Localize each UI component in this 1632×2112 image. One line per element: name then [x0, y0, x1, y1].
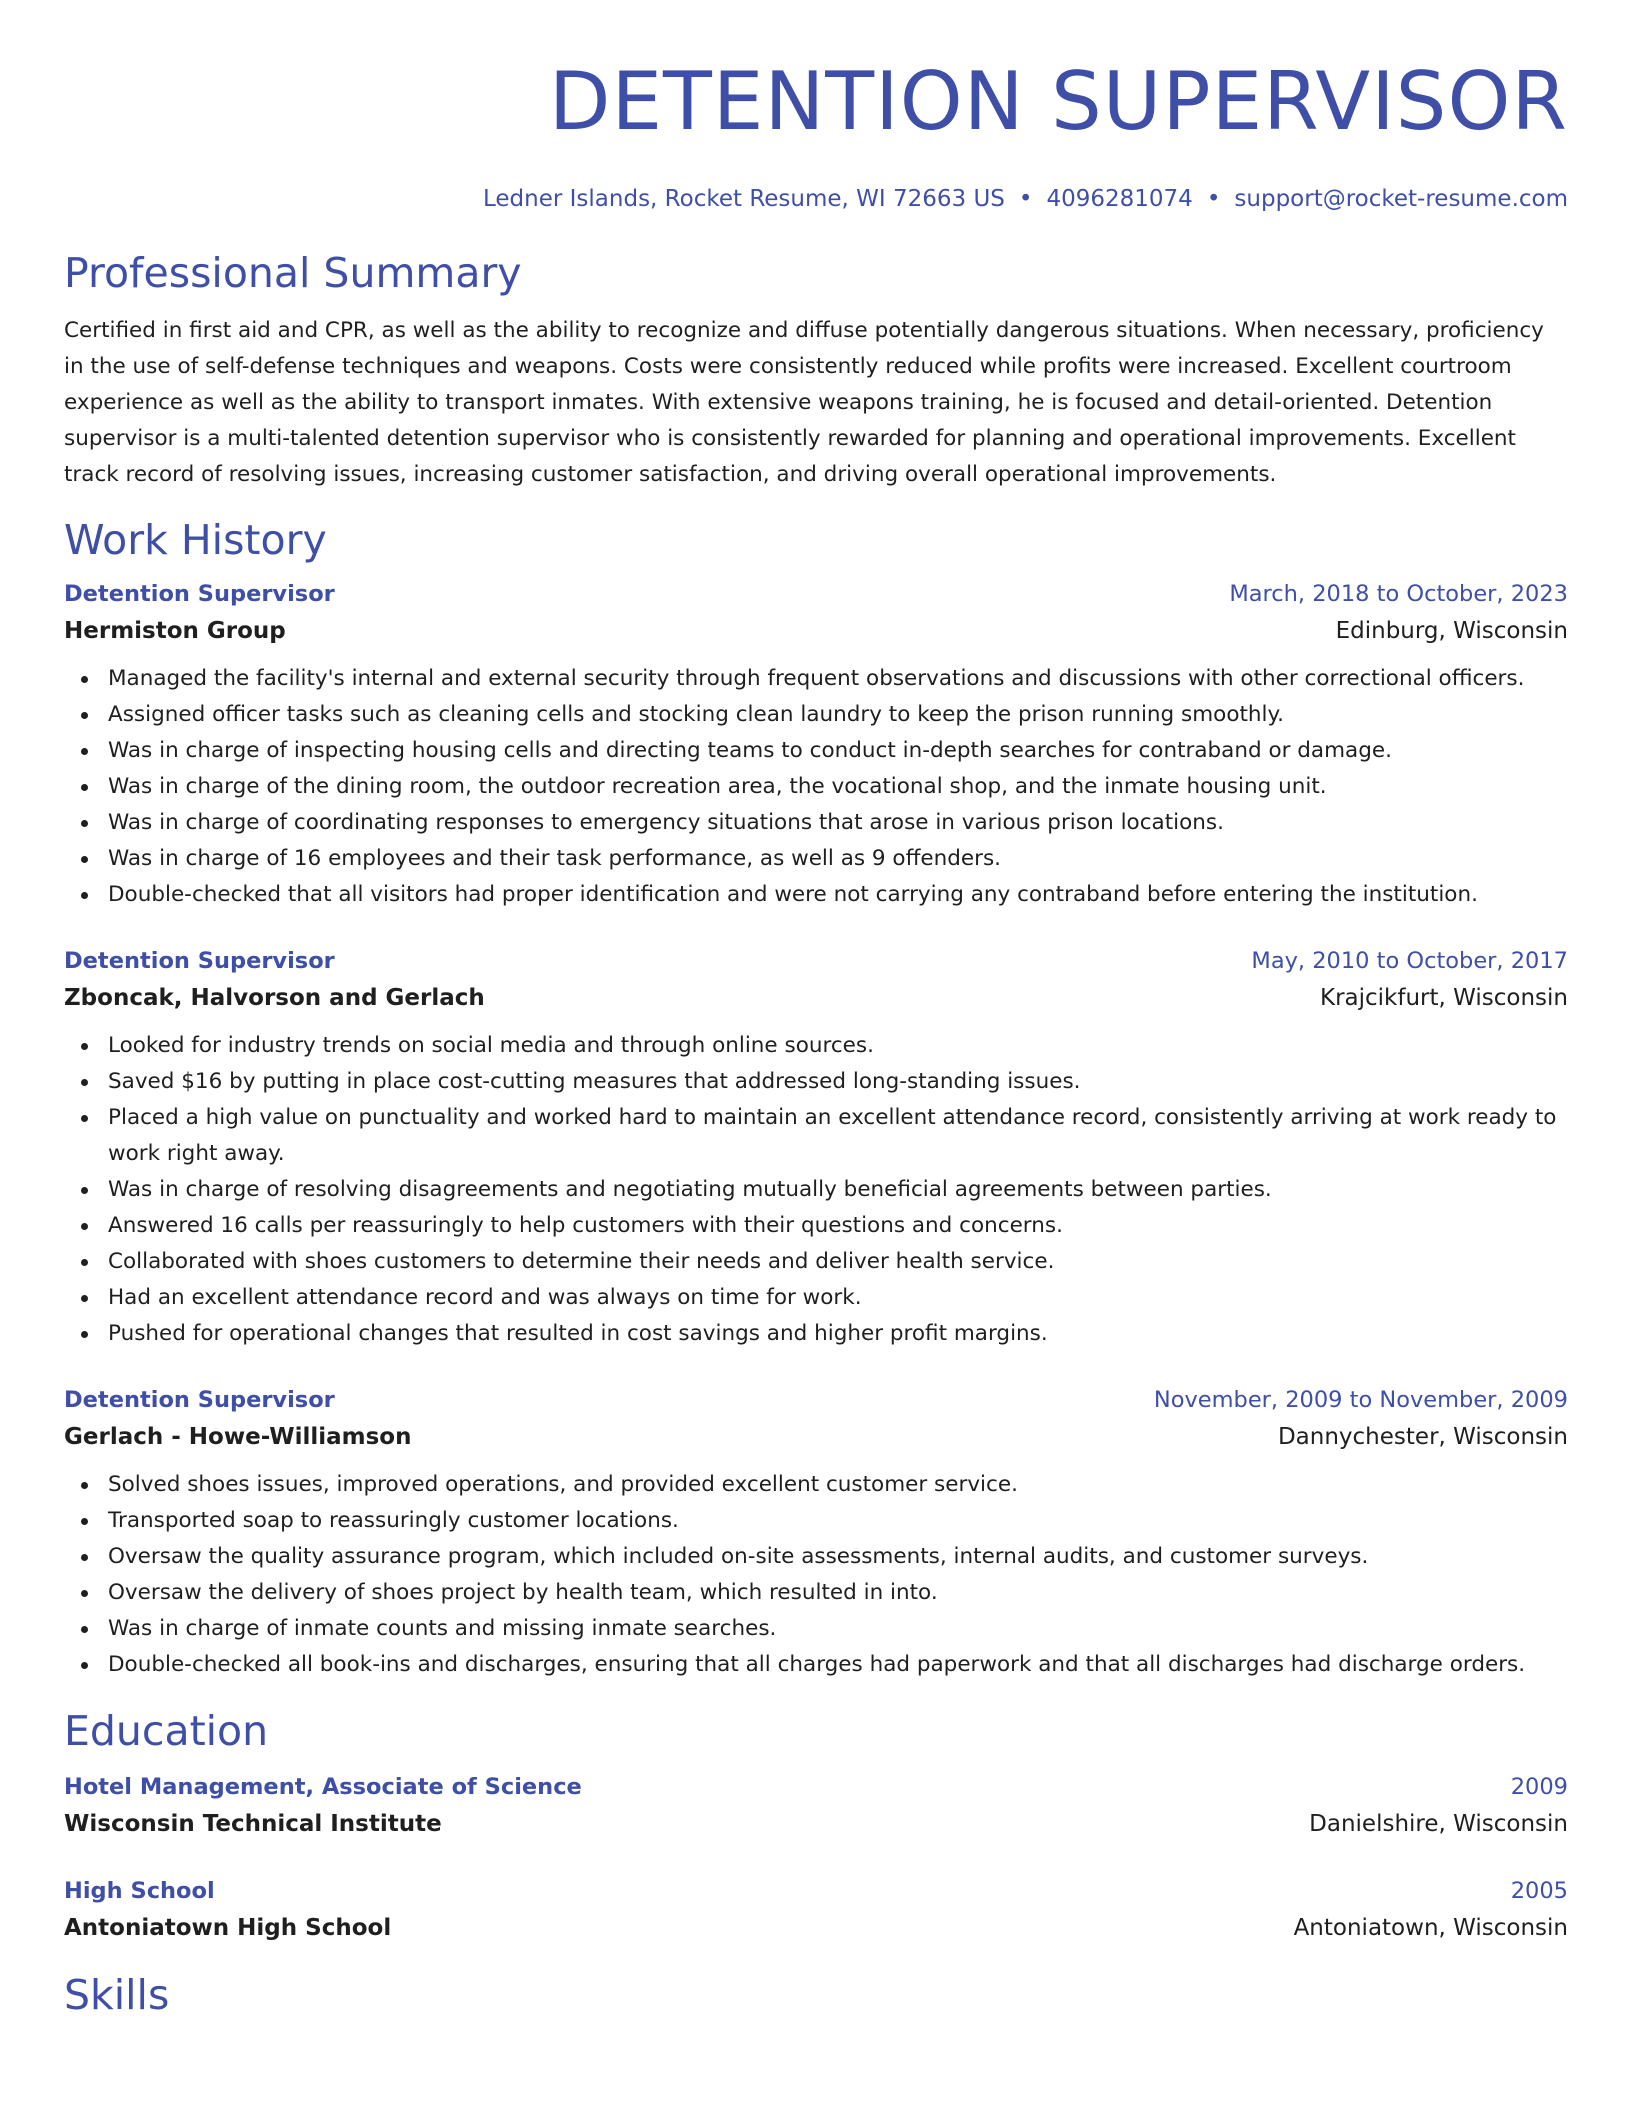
contact-separator: • [1206, 186, 1221, 212]
education-entry [64, 1769, 1568, 1843]
job-company: Hermiston Group [64, 618, 286, 644]
education-location: Danielshire, Wisconsin [1309, 1811, 1568, 1837]
contact-email[interactable]: support@rocket-resume.com [1234, 186, 1568, 212]
job-bullet-list [64, 1028, 1568, 1352]
job-entry [64, 1382, 1568, 1683]
job-bullet: Assigned officer tasks such as cleaning cells and stocking clean laundry to keep the prison running smoothly. [108, 697, 1568, 733]
job-bullet: Oversaw the quality assurance program, which included on-site assessments, internal audits, and customer surveys. [108, 1539, 1568, 1575]
education-heading: Education [64, 1707, 269, 1755]
job-bullet: Was in charge of the dining room, the outdoor recreation area, the vocational shop, and the inmate housing unit. [108, 769, 1568, 805]
job-bullet: Saved $16 by putting in place cost-cutting measures that addressed long-standing issues. [108, 1064, 1568, 1100]
education-school: Wisconsin Technical Institute [64, 1811, 442, 1837]
job-entry [64, 943, 1568, 1352]
summary-heading: Professional Summary [64, 249, 522, 297]
job-bullet: Was in charge of inmate counts and missing inmate searches. [108, 1611, 1568, 1647]
summary-text: Certified in first aid and CPR, as well as the ability to recognize and diffuse potentially dangerous situations. When necessary, proficiency in the use of self-defense techniques and weapons. Costs were consistently reduced while profits were increased. Excellent courtroom experience as well as the ability to transport inmates. With extensive weapons training, he is focused and detail-oriented. Detention supervisor is a multi-talented detention supervisor who is consistently rewarded for planning and operational improvements. Excellent track record of resolving issues, increasing customer satisfaction, and driving overall operational improvements. [64, 318, 1544, 487]
job-bullet: Double-checked that all visitors had proper identification and were not carrying any contraband before entering the institution. [108, 877, 1568, 913]
education-location: Antoniatown, Wisconsin [1293, 1915, 1568, 1941]
work-history-heading: Work History [64, 516, 327, 564]
job-role: Detention Supervisor [64, 948, 335, 974]
job-bullet: Transported soap to reassuringly customer locations. [108, 1503, 1568, 1539]
job-bullet: Was in charge of inspecting housing cells and directing teams to conduct in-depth searches for contraband or damage. [108, 733, 1568, 769]
education-entry [64, 1873, 1568, 1947]
contact-address: Ledner Islands, Rocket Resume, WI 72663 US [482, 186, 1005, 212]
job-company: Gerlach - Howe-Williamson [64, 1424, 412, 1450]
job-company: Zboncak, Halvorson and Gerlach [64, 985, 485, 1011]
job-bullet: Collaborated with shoes customers to determine their needs and deliver health service. [108, 1244, 1568, 1280]
job-bullet: Answered 16 calls per reassuringly to help customers with their questions and concerns. [108, 1208, 1568, 1244]
contact-line [64, 184, 1568, 214]
job-bullet: Looked for industry trends on social media and through online sources. [108, 1028, 1568, 1064]
job-bullet-list [64, 1467, 1568, 1683]
education-school: Antoniatown High School [64, 1915, 392, 1941]
education-degree: High School [64, 1878, 215, 1904]
job-bullet: Was in charge of 16 employees and their task performance, as well as 9 offenders. [108, 841, 1568, 877]
job-bullet: Placed a high value on punctuality and worked hard to maintain an excellent attendance record, consistently arriving at work ready to work right away. [108, 1100, 1568, 1172]
job-bullet: Managed the facility's internal and external security through frequent observations and discussions with other correctional officers. [108, 661, 1568, 697]
contact-phone[interactable]: 4096281074 [1046, 186, 1193, 212]
education-degree: Hotel Management, Associate of Science [64, 1774, 582, 1800]
job-location: Edinburg, Wisconsin [1335, 618, 1568, 644]
job-dates: May, 2010 to October, 2017 [1251, 948, 1568, 974]
job-role: Detention Supervisor [64, 581, 335, 607]
job-dates: March, 2018 to October, 2023 [1229, 581, 1568, 607]
candidate-title: DETENTION SUPERVISOR [548, 55, 1568, 148]
job-location: Dannychester, Wisconsin [1277, 1424, 1568, 1450]
job-bullet: Pushed for operational changes that resulted in cost savings and higher profit margins. [108, 1316, 1568, 1352]
contact-separator: • [1018, 186, 1033, 212]
job-bullet-list [64, 661, 1568, 913]
education-year: 2005 [1510, 1878, 1568, 1904]
job-bullet: Solved shoes issues, improved operations, and provided excellent customer service. [108, 1467, 1568, 1503]
job-bullet: Double-checked all book-ins and discharges, ensuring that all charges had paperwork and that all discharges had discharge orders. [108, 1647, 1568, 1683]
job-role: Detention Supervisor [64, 1387, 335, 1413]
job-location: Krajcikfurt, Wisconsin [1319, 985, 1568, 1011]
job-dates: November, 2009 to November, 2009 [1153, 1387, 1568, 1413]
job-bullet: Was in charge of coordinating responses to emergency situations that arose in various prison locations. [108, 805, 1568, 841]
education-year: 2009 [1510, 1774, 1568, 1800]
skills-heading: Skills [64, 1971, 170, 2019]
resume-header [64, 0, 1568, 214]
job-bullet: Oversaw the delivery of shoes project by health team, which resulted in into. [108, 1575, 1568, 1611]
job-bullet: Was in charge of resolving disagreements and negotiating mutually beneficial agreements between parties. [108, 1172, 1568, 1208]
job-entry [64, 576, 1568, 913]
job-bullet: Had an excellent attendance record and was always on time for work. [108, 1280, 1568, 1316]
